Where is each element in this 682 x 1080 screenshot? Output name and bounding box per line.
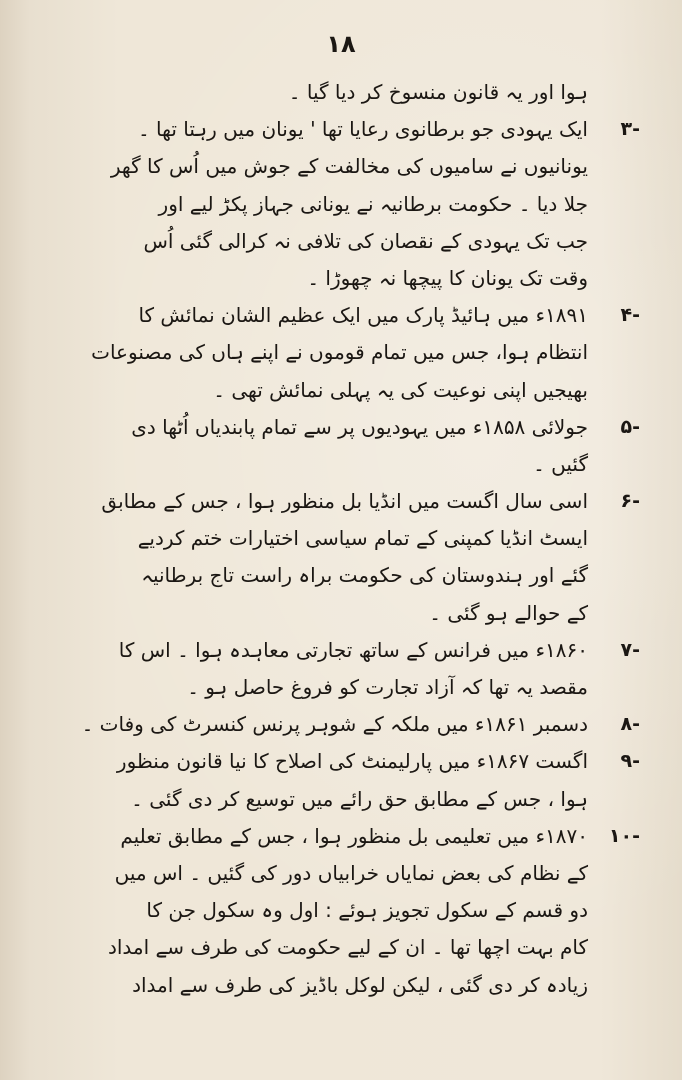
text-line: [32, 111, 640, 148]
line-text: یونانیوں نے سامیوں کی مخالفت کے جوش میں اُس کا گھر: [110, 154, 588, 179]
text-line: [32, 334, 588, 371]
text-lines: [32, 74, 640, 1004]
line-text: کے حوالے ہو گئی ۔: [429, 600, 588, 625]
page-body: [32, 74, 640, 1004]
line-text: مقصد یہ تھا کہ آزاد تجارت کو فروغ حاصل ہو ۔: [187, 675, 588, 699]
line-text: اگست ۱۸۶۷ء میں پارلیمنٹ کی اصلاح کا نیا قانون منظور: [116, 749, 588, 774]
line-text: کام بہت اچھا تھا ۔ ان کے لیے حکومت کی طرف سے امداد: [107, 935, 588, 960]
line-text: دو قسم کے سکول تجویز ہوئے : اول وہ سکول جن کا: [146, 898, 588, 923]
item-number: ۳-: [620, 118, 640, 141]
line-text: دسمبر ۱۸۶۱ء میں ملکہ کے شوہر پرنس کنسرٹ کی وفات ۔: [81, 712, 588, 737]
line-text: ایک یہودی جو برطانوی رعایا تھا ' یونان میں رہتا تھا ۔: [137, 117, 588, 142]
text-line: [32, 260, 588, 297]
line-text: ہوا ، جس کے مطابق حق رائے میں توسیع کر دی گئی ۔: [131, 786, 588, 811]
line-text: ۱۸۶۰ء میں فرانس کے ساتھ تجارتی معاہدہ ہوا ۔ اس کا: [118, 637, 588, 662]
text-line: [32, 892, 588, 929]
line-text: جلا دیا ۔ حکومت برطانیہ نے یونانی جہاز پکڑ لیے اور: [158, 191, 588, 216]
line-text: گئیں ۔: [533, 451, 588, 476]
item-number: ۴-: [620, 304, 640, 327]
text-line: [32, 557, 588, 594]
text-line: [32, 74, 588, 111]
text-line: [32, 781, 588, 818]
item-number: ۵-: [620, 415, 640, 438]
line-text: وقت تک یونان کا پیچھا نہ چھوڑا ۔: [307, 265, 588, 290]
line-text: زیادہ کر دی گئی ، لیکن لوکل باڈیز کی طرف سے امداد: [132, 972, 588, 997]
line-text: ایسٹ انڈیا کمپنی کے تمام سیاسی اختیارات ختم کردیے: [137, 526, 588, 551]
text-line: [32, 446, 588, 483]
line-text: کے نظام کی بعض نمایاں خرابیاں دور کی گئیں ۔ اس میں: [114, 860, 588, 885]
line-text: ۱۸۹۱ء میں ہائیڈ پارک میں ایک عظیم الشان نمائش کا: [138, 303, 588, 328]
text-line: [32, 967, 588, 1004]
text-line: [32, 297, 640, 334]
text-line: [32, 483, 640, 520]
line-text: بھیجیں اپنی نوعیت کی یہ پہلی نمائش تھی ۔: [213, 377, 588, 402]
text-line: [32, 148, 588, 185]
text-line: [32, 595, 588, 632]
text-line: [32, 818, 640, 855]
item-number: ۷-: [620, 638, 640, 661]
item-number: ۸-: [620, 713, 640, 736]
text-line: [32, 186, 588, 223]
text-line: [32, 632, 640, 669]
text-line: [32, 743, 640, 780]
line-text: جولائی ۱۸۵۸ء میں یہودیوں پر سے تمام پابندیاں اُٹھا دی: [131, 414, 588, 439]
text-line: [32, 669, 588, 706]
line-text: ہوا اور یہ قانون منسوخ کر دیا گیا ۔: [288, 80, 588, 104]
text-line: [32, 855, 588, 892]
item-number: ۱۰-: [608, 824, 640, 847]
text-line: [32, 409, 640, 446]
text-line: [32, 520, 588, 557]
text-line: [32, 706, 640, 743]
line-text: اسی سال اگست میں انڈیا بل منظور ہوا ، جس کے مطابق: [101, 489, 588, 514]
line-text: انتظام ہوا، جس میں تمام قوموں نے اپنے ہاں کی مصنوعات: [91, 340, 588, 365]
text-line: [32, 929, 588, 966]
line-text: ۱۸۷۰ء میں تعلیمی بل منظور ہوا ، جس کے مطابق تعلیم: [120, 823, 588, 848]
page-number: ۱۸: [326, 30, 356, 58]
line-text: جب تک یہودی کے نقصان کی تلافی نہ کرالی گئی اُس: [143, 228, 588, 253]
item-number: ۹-: [620, 750, 640, 773]
item-number: ۶-: [620, 490, 640, 513]
text-line: [32, 372, 588, 409]
line-text: گئے اور ہندوستان کی حکومت براہ راست تاج برطانیہ: [141, 563, 588, 588]
text-line: [32, 223, 588, 260]
